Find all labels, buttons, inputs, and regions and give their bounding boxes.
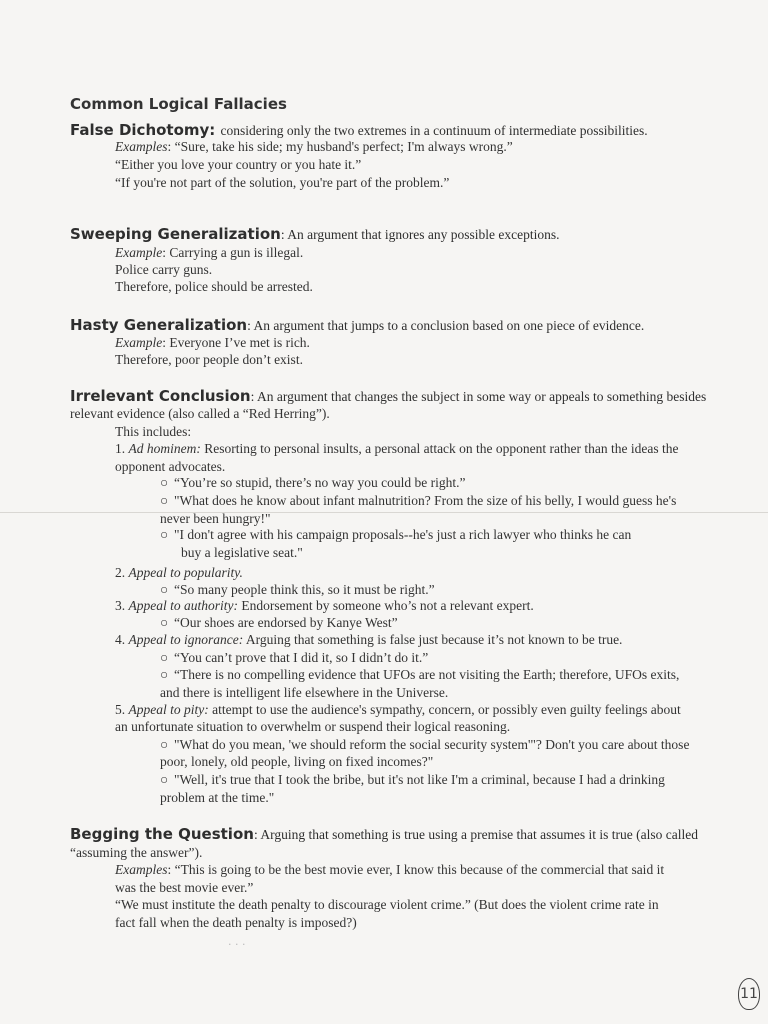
definition: : An argument that jumps to a conclusion based on one piece of evidence. <box>247 318 645 333</box>
pencil-smudge: · · · <box>228 938 246 951</box>
bullet-item: ○ "What do you mean, 'we should reform the social security system'"? Don't you care about those <box>160 737 690 752</box>
bullet-continuation: buy a legislative seat." <box>181 545 303 560</box>
bullet-icon: ○ <box>160 667 169 682</box>
page-title: Common Logical Fallacies <box>70 95 287 113</box>
appeal-pity-item: 5. Appeal to pity: attempt to use the audience's sympathy, concern, or possibly even guilty feelings about <box>115 702 681 717</box>
definition-line: relevant evidence (also called a “Red Herring”). <box>70 406 330 421</box>
bullet-item: ○ “You can’t prove that I did it, so I didn’t do it.” <box>160 650 429 665</box>
bullet-item: ○ "Well, it's true that I took the bribe, but it's not like I'm a criminal, because I had a drinking <box>160 772 665 787</box>
page-number-mark: 11 <box>738 978 760 1010</box>
bullet-continuation: poor, lonely, old people, living on fixed incomes?" <box>160 754 434 769</box>
bullet-item: ○ "What does he know about infant malnutrition? From the size of his belly, I would guess he's <box>160 493 677 508</box>
bullet-continuation: never been hungry!" <box>160 511 271 526</box>
example-line: Police carry guns. <box>115 262 213 277</box>
example-line: fact fall when the death penalty is imposed?) <box>115 915 357 930</box>
example-line: “If you're not part of the solution, you're part of the problem.” <box>115 175 450 190</box>
example-line: Example: Everyone I’ve met is rich. <box>115 335 310 350</box>
definition-line: an unfortunate situation to overwhelm or suspend their logical reasoning. <box>115 719 511 734</box>
heading: False Dichotomy: <box>70 121 216 139</box>
bullet-icon: ○ <box>160 582 169 597</box>
bullet-icon: ○ <box>160 650 169 665</box>
bullet-continuation: and there is intelligent life elsewhere in the Universe. <box>160 685 449 700</box>
definition-line: opponent advocates. <box>115 459 226 474</box>
example-line: “Either you love your country or you hate it.” <box>115 157 362 172</box>
section-begging-the-question <box>70 825 698 843</box>
includes-label: This includes: <box>115 424 192 439</box>
appeal-ignorance-item: 4. Appeal to ignorance: Arguing that something is false just because it’s not known to be true. <box>115 632 623 647</box>
bullet-item: ○ “You’re so stupid, there’s no way you could be right.” <box>160 475 466 490</box>
definition: considering only the two extremes in a continuum of intermediate possibilities. <box>220 123 648 138</box>
example-line: Example: Carrying a gun is illegal. <box>115 245 304 260</box>
section-false-dichotomy <box>70 121 648 139</box>
bullet-continuation: problem at the time." <box>160 790 275 805</box>
heading: Sweeping Generalization <box>70 225 281 243</box>
example-line: Examples: “Sure, take his side; my husband's perfect; I'm always wrong.” <box>115 139 513 154</box>
bullet-icon: ○ <box>160 737 169 752</box>
bullet-item: ○ "I don't agree with his campaign proposals--he's just a rich lawyer who thinks he can <box>160 527 632 542</box>
heading: Hasty Generalization <box>70 316 248 334</box>
definition: : An argument that ignores any possible exceptions. <box>280 227 560 242</box>
definition: : An argument that changes the subject in some way or appeals to something besides <box>250 389 707 404</box>
heading: Begging the Question <box>70 825 254 843</box>
bullet-item: ○ “Our shoes are endorsed by Kanye West” <box>160 615 398 630</box>
bullet-item: ○ “There is no compelling evidence that UFOs are not visiting the Earth; therefore, UFOs exits, <box>160 667 680 682</box>
example-line: “We must institute the death penalty to discourage violent crime.” (But does the violent crime rate in <box>115 897 659 912</box>
bullet-icon: ○ <box>160 527 169 542</box>
example-line: was the best movie ever.” <box>115 880 254 895</box>
bullet-icon: ○ <box>160 475 169 490</box>
section-sweeping-generalization <box>70 225 560 243</box>
bullet-icon: ○ <box>160 493 169 508</box>
definition-line: “assuming the answer”). <box>70 845 203 860</box>
ad-hominem-item: 1. Ad hominem: Resorting to personal insults, a personal attack on the opponent rather than the ideas the <box>115 441 679 456</box>
example-line: Examples: “This is going to be the best movie ever, I know this because of the commercial that said it <box>115 862 665 877</box>
definition: : Arguing that something is true using a premise that assumes it is true (also called <box>253 827 698 842</box>
example-line: Therefore, poor people don’t exist. <box>115 352 303 367</box>
bullet-icon: ○ <box>160 772 169 787</box>
scan-line <box>0 512 768 513</box>
bullet-item: ○ “So many people think this, so it must be right.” <box>160 582 435 597</box>
section-irrelevant-conclusion <box>70 387 706 405</box>
heading: Irrelevant Conclusion <box>70 387 251 405</box>
example-line: Therefore, police should be arrested. <box>115 279 313 294</box>
appeal-authority-item: 3. Appeal to authority: Endorsement by someone who’s not a relevant expert. <box>115 598 534 613</box>
bullet-icon: ○ <box>160 615 169 630</box>
appeal-popularity-item: 2. Appeal to popularity. <box>115 565 243 580</box>
section-hasty-generalization <box>70 316 644 334</box>
